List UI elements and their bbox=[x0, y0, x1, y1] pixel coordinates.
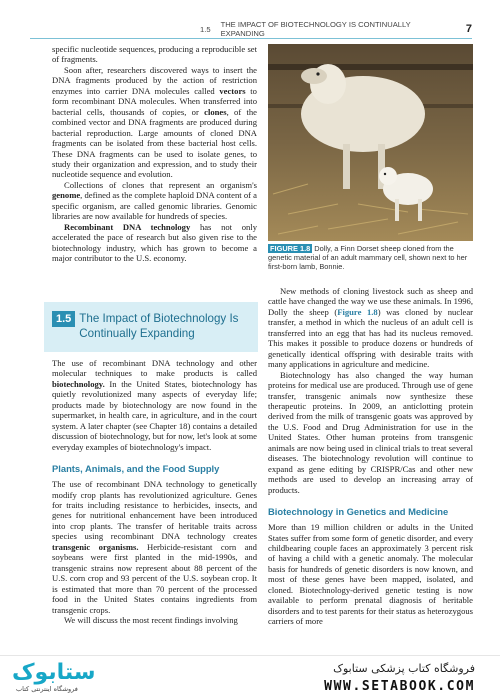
sheep-photo-illustration bbox=[268, 44, 473, 241]
figure-dolly-photo bbox=[268, 44, 473, 241]
section-heading bbox=[44, 302, 258, 352]
footer-banner bbox=[0, 655, 500, 700]
left-column-bottom bbox=[52, 358, 257, 625]
right-column bbox=[268, 286, 473, 627]
term-genome: genome bbox=[52, 190, 81, 201]
paragraph: The use of recombinant DNA technology and other molecular techniques to make products is called biotechnology. In the United States, biotechnology has quietly revolutionized many aspects of everyday life; products made by biotechnology are now found in the supermarket, in health care, in agriculture, and in the court system. A later chapter (see Chapter 18) contains a detailed discussion of biotechnology, but for now, let's look at some everyday examples of biotechnology's impact. bbox=[52, 358, 257, 452]
paragraph: The use of recombinant DNA technology to genetically modify crop plants has revolutionized agriculture. Genes for traits including resistance to herbicides, insects, and genes for nutritional enhancement have been introduced into crop plants. The transfer of heritable traits across species using recombinant DNA technology creates transgenic organisms. Herbicide-resistant corn and soybeans were first planted in the mid-1990s, and transgenic strains now represent about 88 percent of the U.S. corn crop and 93 percent of the U.S. soybean crop. It is estimated that more than 70 percent of the processed food in the United States contains ingredients from transgenic crops. bbox=[52, 479, 257, 615]
running-head-section: 1.5 bbox=[200, 24, 211, 34]
section-title: The Impact of Biotechnology Is Continually Expanding bbox=[79, 312, 239, 340]
paragraph: New methods of cloning livestock such as sheep and cattle have changed the way we use these animals. In 1996, Dolly the sheep (Figure 1.8) was cloned by nuclear transfer, a method in which the nucleus of an adult cell is transferred into an egg that has had its nucleus removed. This makes it possible to produce dozens or hundreds of genetically identical offspring with desirable traits with many applications in agriculture and medicine. bbox=[268, 286, 474, 370]
paragraph: Recombinant DNA technology has not only accelerated the pace of research but also given rise to the biotechnology industry, which has grown to become a major contributor to the U.S. economy. bbox=[52, 221, 257, 264]
running-head bbox=[200, 22, 472, 36]
paragraph: Soon after, researchers discovered ways to insert the DNA fragments produced by the action of restriction enzymes into carrier DNA molecules called vectors to form recombinant DNA molecules. When transferred into bacterial cells, thousands of copies, or clones, of the combined vector and DNA fragments are produced during bacterial reproduction. Large amounts of cloned DNA fragments can be isolated from these bacterial host cells. These DNA fragments can be used to isolate genes, to study their organization and expression, and to study their nucleotide sequence and evolution. bbox=[52, 64, 257, 180]
figure-caption bbox=[268, 245, 473, 271]
figure-reference: Figure 1.8 bbox=[337, 306, 378, 317]
subhead-genetics-medicine: Biotechnology in Genetics and Medicine bbox=[268, 506, 449, 518]
paragraph: We will discuss the most recent findings involving bbox=[64, 614, 238, 625]
paragraph: Collections of clones that represent an organism's genome, defined as the complete haploid DNA content of a specific organism, are called genomic libraries. Genomic libraries are now available for hundreds of species. bbox=[52, 179, 257, 222]
paragraph: Biotechnology has also changed the way human proteins for medical use are produced. Through use of gene transfer, transgenic animals now synthesize these therapeutic proteins. In 2009, an anticlotting protein derived from the milk of transgenic goats was approved by the U.S. Food and Drug Administration for use in the United States. Other human proteins from transgenic animals are now being used in clinical trials to treat several diseases. The biotechnology revolution will continue to expand as gene editing by CRISPR/Cas and other new methods are used to develop an increasing array of products. bbox=[268, 369, 473, 495]
logo-subtitle: فروشگاه اینترنتی کتاب bbox=[16, 685, 78, 693]
running-head-title: THE IMPACT OF BIOTECHNOLOGY IS CONTINUALLY EXPANDING bbox=[220, 20, 411, 38]
section-number: 1.5 bbox=[52, 311, 75, 327]
store-url: WWW.SETABOOK.COM bbox=[324, 679, 475, 694]
term-recombinant-dna: Recombinant DNA technology bbox=[64, 221, 191, 232]
paragraph: specific nucleotide sequences, producing a reproducible set of fragments. bbox=[52, 44, 257, 65]
page-number: 7 bbox=[465, 23, 472, 35]
header-rule bbox=[30, 38, 472, 39]
term-clones: clones bbox=[204, 106, 227, 117]
store-name: فروشگاه کتاب پزشکی ستابوک bbox=[333, 662, 475, 675]
setabook-logo bbox=[12, 660, 132, 696]
caption-text: Dolly, a Finn Dorset sheep cloned from the genetic material of an adult mammary cell, shown next to her first-born lamb, Bonnie. bbox=[268, 244, 468, 271]
left-column-top bbox=[52, 44, 257, 264]
term-vectors: vectors bbox=[219, 85, 246, 96]
logo-text: ستابوک bbox=[12, 660, 96, 685]
term-transgenic: transgenic organisms. bbox=[52, 541, 139, 552]
subhead-plants-animals: Plants, Animals, and the Food Supply bbox=[52, 463, 220, 475]
figure-label: FIGURE 1.8 bbox=[270, 244, 311, 253]
paragraph: More than 19 million children or adults in the United States suffer from some form of genetic disorder, and every childbearing couple faces an approximately 3 percent risk of having a child with a genetic anomaly. The molecular basis for hundreds of genetic disorders is now known, and most of these genes have been mapped, isolated, and cloned. Biotechnology-derived genetic testing is now available to perform prenatal diagnosis of heritable disorders and to test parents for their status as heterozygous carriers of more bbox=[268, 522, 474, 627]
term-biotechnology: biotechnology. bbox=[52, 378, 105, 389]
